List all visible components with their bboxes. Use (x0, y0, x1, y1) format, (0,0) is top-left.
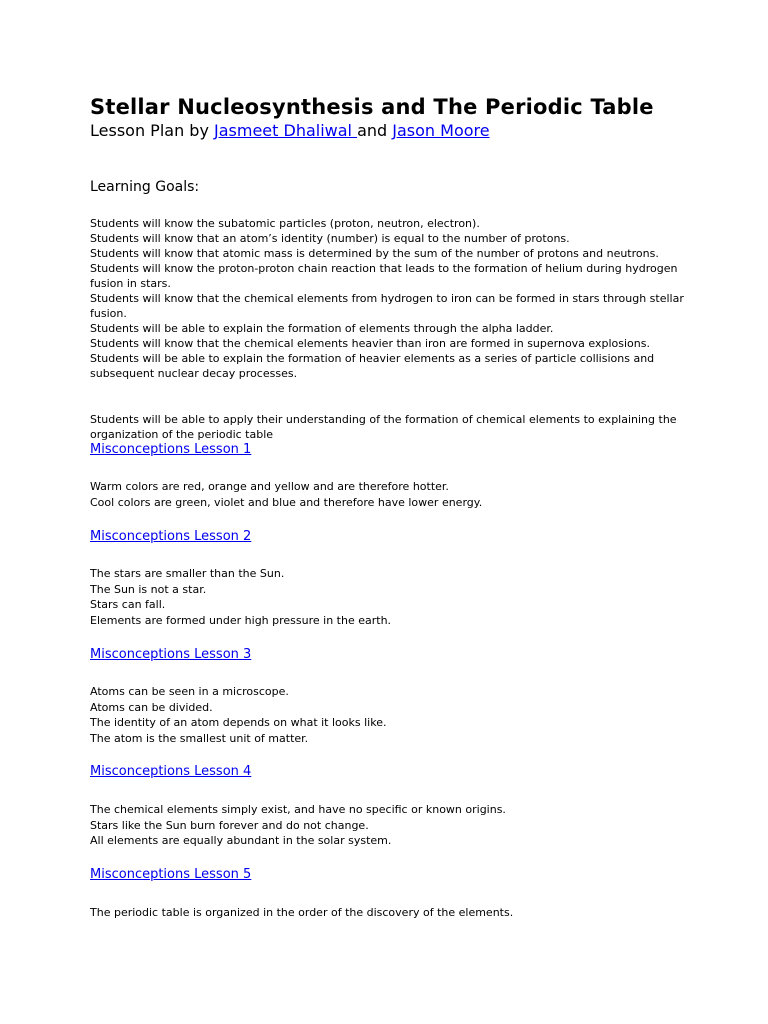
learning-goal: Students will know that atomic mass is determined by the sum of the number of protons and neutrons. (90, 247, 659, 260)
learning-goal: Students will be able to explain the formation of elements through the alpha ladder. (90, 322, 554, 335)
learning-goal: Students will know that the chemical elements from hydrogen to iron can be formed in stars through stellar fusion. (90, 292, 684, 320)
misconceptions-lesson-1-link[interactable]: Misconceptions Lesson 1 (90, 442, 252, 457)
misconception-item: The identity of an atom depends on what it looks like. (90, 716, 387, 729)
author-link-jason-moore[interactable]: Jason Moore (392, 121, 490, 140)
byline (90, 120, 490, 142)
misconception-item: Stars can fall. (90, 598, 166, 611)
misconception-item: Atoms can be seen in a microscope. (90, 685, 289, 698)
misconception-item: Elements are formed under high pressure in the earth. (90, 613, 392, 627)
misconception-item: The stars are smaller than the Sun. (90, 567, 285, 580)
misconceptions-lesson-4-link[interactable]: Misconceptions Lesson 4 (90, 764, 252, 779)
byline-prefix: Lesson Plan by (90, 121, 214, 140)
misconceptions-lesson-4-list (90, 802, 690, 849)
misconceptions-lesson-3-list (90, 684, 690, 746)
misconceptions-lesson-2-list (90, 566, 690, 628)
author-link-jasmeet-dhaliwal[interactable]: Jasmeet Dhaliwal (214, 121, 358, 140)
learning-goals-list (90, 216, 690, 381)
learning-goal: Students will know that the chemical elements heavier than iron are formed in supernova explosions. (90, 337, 650, 350)
learning-goal-final: Students will be able to apply their understanding of the formation of chemical elements to explaining the organization of the periodic table (90, 413, 677, 441)
learning-goal: Students will know the subatomic particles (proton, neutron, electron). (90, 217, 480, 230)
misconception-item: Stars like the Sun burn forever and do not change. (90, 818, 369, 832)
misconception-item: The atom is the smallest unit of matter. (90, 731, 309, 745)
misconception-item: The periodic table is organized in the order of the discovery of the elements. (90, 906, 514, 919)
misconception-item: All elements are equally abundant in the solar system. (90, 834, 392, 847)
misconceptions-lesson-2-link[interactable]: Misconceptions Lesson 2 (90, 529, 252, 544)
misconception-item: Warm colors are red, orange and yellow and are therefore hotter. (90, 480, 449, 493)
misconception-item: Cool colors are green, violet and blue and therefore have lower energy. (90, 495, 483, 509)
misconception-item: The Sun is not a star. (90, 582, 207, 596)
learning-goals-heading: Learning Goals: (90, 179, 200, 195)
misconceptions-lesson-1-list (90, 479, 690, 510)
learning-goal: Students will be able to explain the formation of heavier elements as a series of particle collisions and subsequent nuclear decay processes. (90, 352, 655, 380)
byline-and: and (357, 121, 393, 140)
misconceptions-lesson-5-link[interactable]: Misconceptions Lesson 5 (90, 867, 252, 882)
misconception-item: The chemical elements simply exist, and have no specific or known origins. (90, 803, 506, 816)
misconceptions-lesson-5-list (90, 905, 690, 921)
learning-goal: Students will know the proton-proton chain reaction that leads to the formation of helium during hydrogen fusion in stars. (90, 262, 678, 290)
page-title: Stellar Nucleosynthesis and The Periodic Table (90, 95, 654, 119)
misconception-item: Atoms can be divided. (90, 700, 213, 714)
learning-goal: Students will know that an atom’s identity (number) is equal to the number of protons. (90, 232, 570, 245)
misconceptions-lesson-3-link[interactable]: Misconceptions Lesson 3 (90, 647, 252, 662)
